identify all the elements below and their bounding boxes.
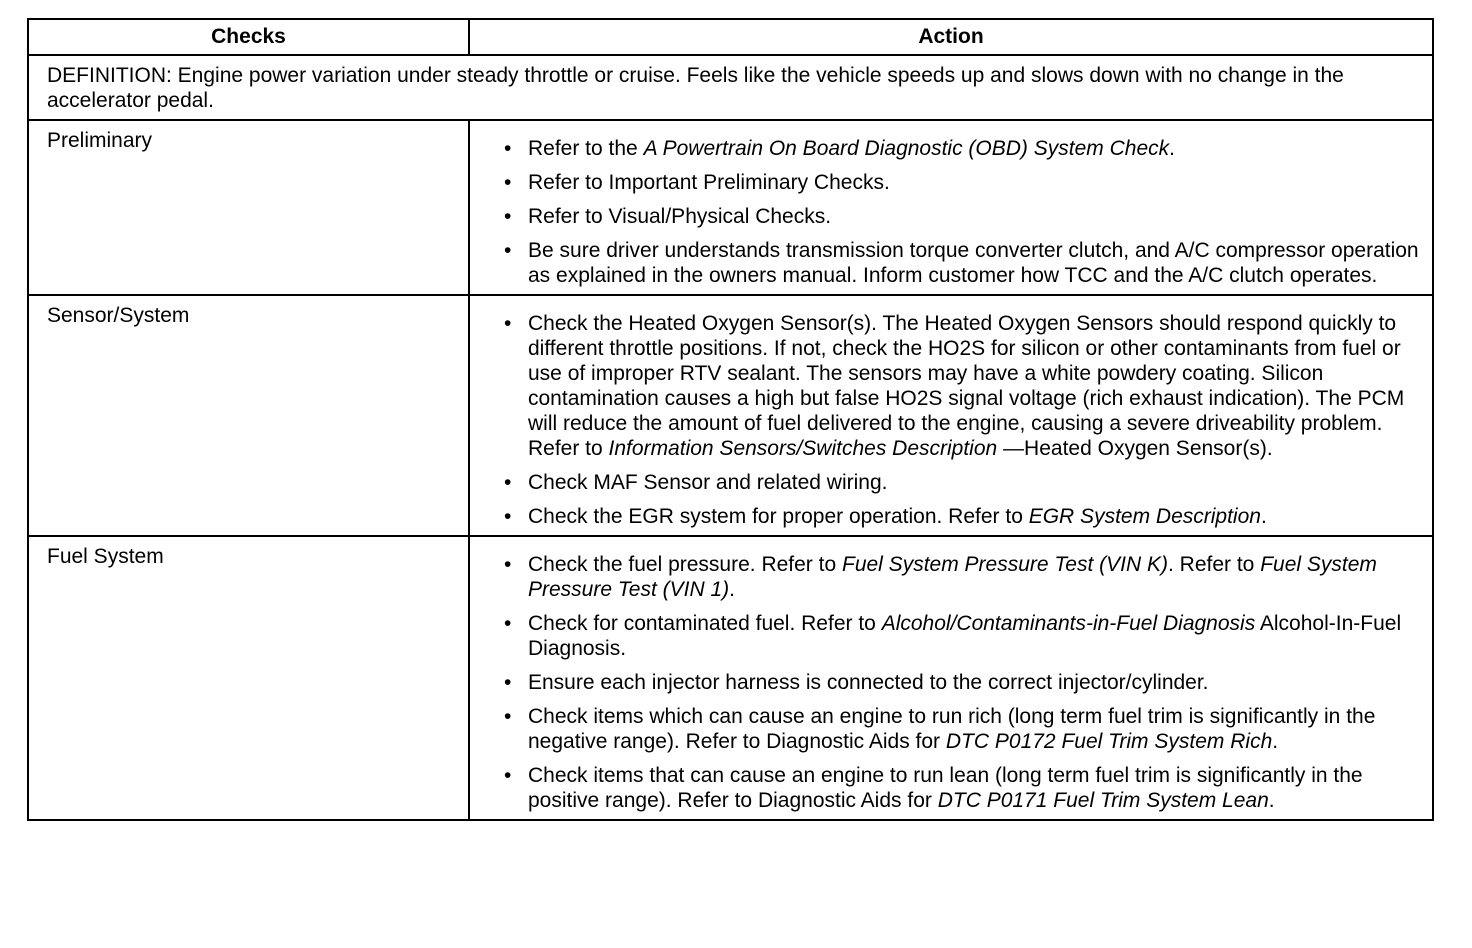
bullet-icon: • xyxy=(504,471,512,494)
action-text: Refer to Important Preliminary Checks. xyxy=(528,171,890,194)
table-row xyxy=(28,120,1433,295)
action-cell xyxy=(469,120,1433,295)
action-text: Check for contaminated fuel. Refer to xyxy=(528,612,882,635)
list-item xyxy=(504,170,1422,195)
definition-row xyxy=(28,55,1433,120)
action-text: . xyxy=(729,578,735,601)
action-text: . xyxy=(1268,789,1275,812)
bullet-icon: • xyxy=(504,312,512,335)
action-text: Refer to Visual/Physical Checks. xyxy=(528,205,832,228)
bullet-icon: • xyxy=(504,137,512,160)
action-list xyxy=(504,311,1422,529)
action-text: Ensure each injector harness is connected to the correct injector/cylinder. xyxy=(528,671,1209,694)
bullet-icon: • xyxy=(504,612,512,635)
bullet-icon: • xyxy=(504,764,512,787)
reference-text: DTC P0171 Fuel Trim System Lean xyxy=(937,789,1269,812)
list-item xyxy=(504,763,1422,813)
reference-text: Fuel System Pressure Test (VIN 1) xyxy=(528,553,1377,601)
check-cell: Sensor/System xyxy=(28,295,469,536)
action-list xyxy=(504,552,1422,813)
bullet-icon: • xyxy=(504,553,512,576)
diagnostic-table xyxy=(27,18,1434,821)
bullet-icon: • xyxy=(504,705,512,728)
reference-text: A Powertrain On Board Diagnostic (OBD) System Check xyxy=(643,137,1170,160)
table-row xyxy=(28,295,1433,536)
action-text: . xyxy=(1272,730,1279,753)
list-item xyxy=(504,552,1422,602)
action-text: Check MAF Sensor and related wiring. xyxy=(528,471,888,494)
action-text: —Heated Oxygen Sensor(s). xyxy=(997,437,1273,460)
action-text: . xyxy=(1260,505,1267,528)
list-item xyxy=(504,504,1422,529)
reference-text: EGR System Description xyxy=(1028,505,1261,528)
header-action: Action xyxy=(469,19,1433,55)
action-text: Alcohol-In-Fuel Diagnosis. xyxy=(528,612,1402,660)
table-row xyxy=(28,536,1433,820)
action-list xyxy=(504,136,1422,288)
bullet-icon: • xyxy=(504,239,512,262)
list-item xyxy=(504,238,1422,288)
table-body xyxy=(28,55,1433,820)
action-text: Check items which can cause an engine to run rich (long term fuel trim is significantly in the negative range). Refer to Diagnostic Aids for xyxy=(528,705,1376,753)
check-cell: Preliminary xyxy=(28,120,469,295)
bullet-icon: • xyxy=(504,671,512,694)
bullet-icon: • xyxy=(504,205,512,228)
check-cell: Fuel System xyxy=(28,536,469,820)
action-text: . xyxy=(1169,137,1175,160)
reference-text: Fuel System Pressure Test (VIN K) xyxy=(842,553,1168,576)
action-text: Check the Heated Oxygen Sensor(s). The Heated Oxygen Sensors should respond quickly to different throttle positions. If not, check the HO2S for silicon or other contaminants from fuel or use of improper RTV sealant. The sensors may have a white powdery coating. Silicon contamination causes a high but false HO2S signal voltage (rich exhaust indication). The PCM will reduce the amount of fuel delivered to the engine, causing a severe driveability problem. Refer to xyxy=(528,312,1405,460)
list-item xyxy=(504,311,1422,461)
table-header-row xyxy=(28,19,1433,55)
list-item xyxy=(504,136,1422,161)
list-item xyxy=(504,704,1422,754)
action-text: Be sure driver understands transmission torque converter clutch, and A/C compressor operation as explained in the owners manual. Inform customer how TCC and the A/C clutch operates. xyxy=(528,239,1419,287)
action-cell xyxy=(469,536,1433,820)
reference-text: DTC P0172 Fuel Trim System Rich xyxy=(945,730,1273,753)
action-cell xyxy=(469,295,1433,536)
definition-text: DEFINITION: Engine power variation under steady throttle or cruise. Feels like the vehicle speeds up and slows down with no change in the accelerator pedal. xyxy=(28,55,1433,120)
bullet-icon: • xyxy=(504,171,512,194)
list-item xyxy=(504,670,1422,695)
list-item xyxy=(504,204,1422,229)
action-text: Check the fuel pressure. Refer to xyxy=(528,553,842,576)
action-text: . Refer to xyxy=(1167,553,1261,576)
action-text: Refer to the xyxy=(528,137,644,160)
list-item xyxy=(504,470,1422,495)
reference-text: Alcohol/Contaminants-in-Fuel Diagnosis xyxy=(881,612,1256,635)
reference-text: Information Sensors/Switches Description xyxy=(608,437,998,460)
action-text: Check the EGR system for proper operation. Refer to xyxy=(528,505,1029,528)
list-item xyxy=(504,611,1422,661)
bullet-icon: • xyxy=(504,505,512,528)
header-checks: Checks xyxy=(28,19,469,55)
action-text: Check items that can cause an engine to run lean (long term fuel trim is significantly in the positive range). Refer to Diagnostic Aids for xyxy=(528,764,1363,812)
